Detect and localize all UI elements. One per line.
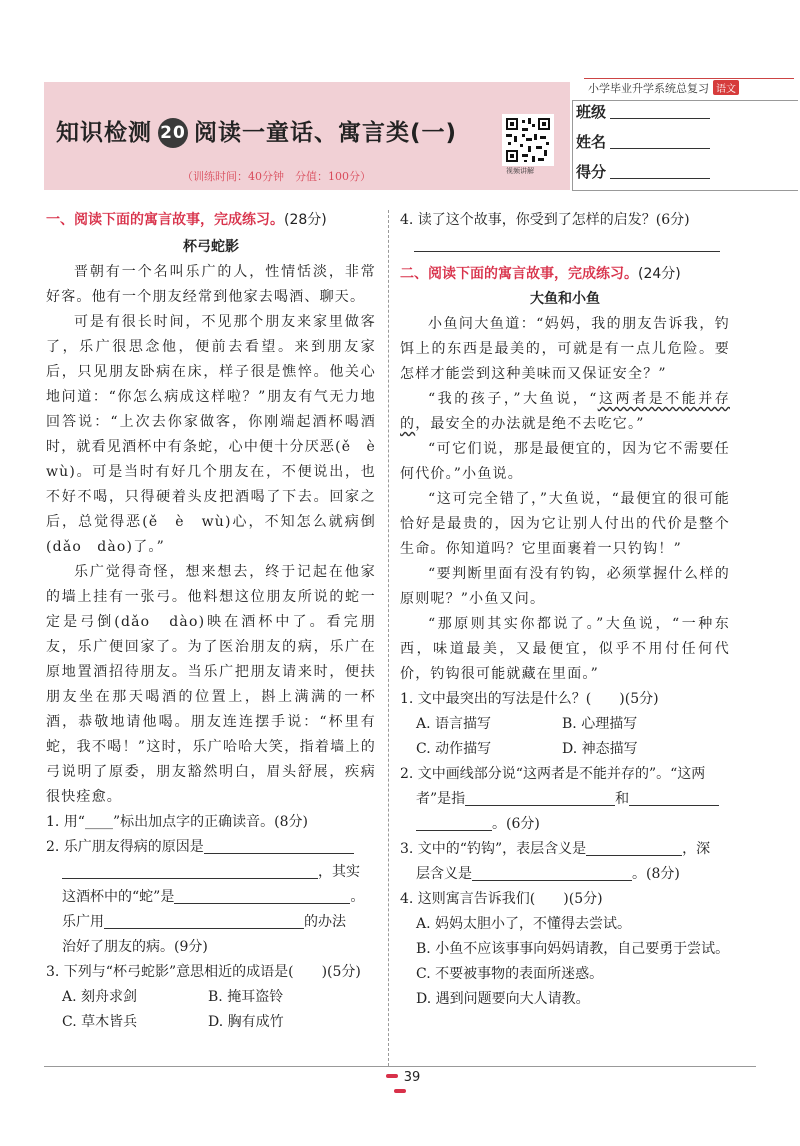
question-2-3: 3. 文中的“钓钩”，表层含义是 ，深	[400, 841, 711, 857]
story-2-paragraph: “这可完全错了，”大鱼说，“最便宜的很可能恰好是最贵的，因为它让别人付出的代价是整个生命。你知道吗？它里面裹着一只钓钩！”	[400, 491, 730, 557]
story-2-title: 大鱼和小鱼	[530, 291, 600, 307]
question-2-4: 4. 这则寓言告诉我们( )(5分)	[400, 891, 603, 907]
answer-blank[interactable]	[586, 839, 682, 856]
option[interactable]: C. 草木皆兵	[62, 1014, 138, 1030]
question-1-3-options	[46, 985, 376, 1010]
option[interactable]: C. 不要被事物的表面所迷惑。	[416, 966, 604, 982]
option[interactable]: D. 胸有成竹	[208, 1014, 284, 1030]
option[interactable]: B. 小鱼不应该事事向妈妈请教，自己要勇于尝试。	[416, 941, 730, 957]
question-1-4: 4. 读了这个故事，你受到了怎样的启发？(6分)	[400, 212, 690, 228]
name-field[interactable]: 姓名	[576, 131, 796, 161]
title-prefix: 知识检测	[56, 120, 152, 146]
question-1-2-line: 乐广用 的办法	[62, 914, 346, 930]
story-1-paragraph: 乐广觉得奇怪，想来想去，终于记起在他家的墙上挂有一张弓。他料想这位朋友所说的蛇一定是弓倒(dǎo dào)映在酒杯中了。看完朋友，乐广便回家了。为了医治朋友的病，乐广在原地置酒招待朋友。当乐广把朋友请来时，便扶朋友坐在那天喝酒的位置上，斟上满满的一杯酒，恭敬地请他喝。朋友连连摆手说：“杯里有蛇，我不喝！”这时，乐广哈哈大笑，指着墙上的弓说明了原委，朋友豁然明白，眉头舒展，疾病很快痊愈。	[46, 564, 376, 805]
score-field[interactable]: 得分	[576, 161, 796, 191]
option[interactable]: A. 妈妈太胆小了，不懂得去尝试。	[416, 916, 632, 932]
section-2-heading: 二、阅读下面的寓言故事，完成练习。(24分)	[400, 266, 681, 282]
option[interactable]: A. 语言描写	[416, 716, 492, 732]
header-rule	[584, 78, 794, 79]
training-info: （训练时间：40分钟 分值：100分）	[182, 170, 371, 183]
answer-blank[interactable]	[465, 789, 615, 806]
story-2-paragraph: “我的孩子，”大鱼说，“这两者是不能并存的，最安全的办法就是绝不去吃它。”	[400, 391, 730, 432]
subject-tag: 语文	[713, 80, 739, 95]
qr-code[interactable]	[502, 114, 554, 166]
option[interactable]: B. 心理描写	[562, 716, 638, 732]
story-1-paragraph: 晋朝有一个名叫乐广的人，性情恬淡，非常好客。他有一个朋友经常到他家去喝酒、聊天。	[46, 264, 376, 305]
question-1-2: 2. 乐广朋友得病的原因是	[46, 835, 376, 860]
question-2-1: 1. 文中最突出的写法是什么？( )(5分)	[400, 691, 659, 707]
info-divider	[572, 100, 573, 190]
answer-blank[interactable]	[629, 789, 719, 806]
question-2-2: 2. 文中画线部分说“这两者是不能并存的”。“这两	[400, 766, 706, 782]
question-2-2-end: 。(6分)	[400, 812, 730, 837]
story-1-title: 杯弓蛇影	[183, 239, 239, 255]
option[interactable]: A. 刻舟求剑	[62, 989, 138, 1005]
story-2-paragraph: 小鱼问大鱼道：“妈妈，我的朋友告诉我，钓饵上的东西是最美的，可就是有一点儿危险。要怎样才能尝到这种美味而又保证安全？”	[400, 316, 730, 382]
question-1-3-options	[46, 1010, 376, 1035]
question-1-2-end: 治好了朋友的病。(9分)	[62, 939, 208, 955]
question-1-2-line: 这酒杯中的“蛇”是 。	[62, 889, 365, 905]
page-number: 39	[368, 1070, 432, 1100]
story-2-paragraph: “那原则其实你都说了。”大鱼说，“一种东西，味道最美，又最便宜，似乎不用付任何代价，钓钩很可能就藏在里面。”	[400, 616, 730, 682]
page-title	[56, 114, 457, 148]
answer-blank[interactable]	[174, 887, 350, 904]
option[interactable]: D. 神态描写	[562, 741, 638, 757]
class-field[interactable]: 班级	[576, 101, 796, 131]
answer-blank[interactable]	[414, 235, 720, 252]
column-divider	[388, 210, 389, 1066]
answer-blank[interactable]	[104, 912, 304, 929]
question-2-3-line: 层含义是 。(8分)	[416, 866, 680, 882]
student-info	[576, 101, 796, 191]
question-1-4-line	[400, 233, 730, 258]
story-2-paragraph: “要判断里面有没有钓钩，必须掌握什么样的原则呢？”小鱼又问。	[400, 566, 730, 607]
answer-blank[interactable]	[472, 864, 632, 881]
series-label: 小学毕业升学系统总复习 语文	[588, 80, 739, 96]
title-text: 阅读一童话、寓言类(一)	[194, 120, 458, 146]
option[interactable]: B. 掩耳盗铃	[208, 989, 284, 1005]
section-1-heading: 一、阅读下面的寓言故事，完成练习。(28分)	[46, 212, 327, 228]
test-number: 20	[158, 118, 188, 148]
answer-blank[interactable]	[416, 814, 492, 831]
question-1-1: 1. 用“____”标出加点字的正确读音。(8分)	[46, 814, 308, 830]
option[interactable]: D. 遇到问题要向大人请教。	[416, 991, 590, 1007]
question-2-1-options	[400, 737, 730, 762]
story-1-paragraph: 可是有很长时间，不见那个朋友来家里做客了，乐广很思念他，便前去看望。来到朋友家后，只见朋友卧病在床，样子很是憔悴。他关心地问道：“你怎么病成这样啦？”朋友有气无力地回答说：“上次去你家做客，你刚端起酒杯喝酒时，就看见酒杯中有条蛇，心中便十分厌恶(ě è wù)。可是当时有好几个朋友在，不便说出，也不好不喝，只得硬着头皮把酒喝了下去。回家之后，总觉得恶(ě è wù)心，不知怎么就病倒(dǎo dào)了。”	[46, 314, 392, 555]
qr-label: 视频讲解	[506, 167, 534, 175]
answer-blank[interactable]	[204, 837, 354, 854]
section-2	[400, 208, 730, 1012]
story-2-paragraph: “可它们说，那是最便宜的，因为它不需要任何代价。”小鱼说。	[400, 441, 730, 482]
section-1	[46, 208, 392, 1035]
answer-blank[interactable]	[62, 862, 318, 879]
option[interactable]: C. 动作描写	[416, 741, 492, 757]
question-1-3: 3. 下列与“杯弓蛇影”意思相近的成语是( )(5分)	[46, 964, 361, 980]
question-2-1-options	[400, 712, 730, 737]
question-2-2-line: 者”是指 和	[400, 787, 730, 812]
underlined-phrase: 这两者是不能并存的	[400, 391, 730, 432]
footer-rule	[44, 1066, 756, 1067]
question-1-2-line: ，其实	[46, 860, 376, 885]
